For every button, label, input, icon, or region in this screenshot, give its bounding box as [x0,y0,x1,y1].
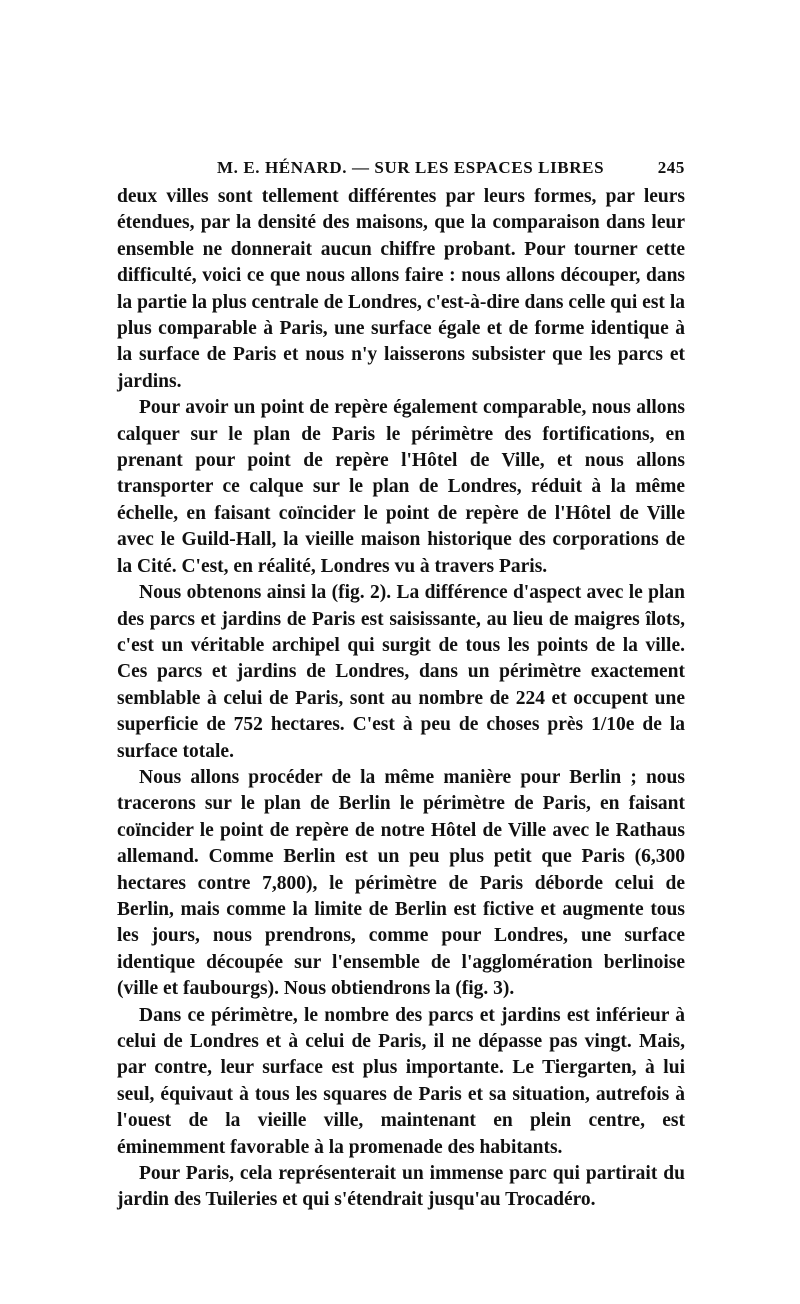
paragraph-paris-park: Pour Paris, cela représenterait un immense parc qui partirait du jardin des Tuileries et qui s'étendrait jusqu'au Trocadéro. [117,1163,685,1211]
paragraph-berlin-method: Nous allons procéder de la même manière pour Berlin ; nous tracerons sur le plan de Berlin le périmètre de Paris, en faisant coïncider le point de repère de notre Hôtel de Ville avec le Rathaus allemand. Comme Berlin est un peu plus petit que Paris (6,300 hectares contre 7,800), le périmètre de Paris déborde celui de Berlin, mais comme la limite de Berlin est fictive et augmente tous les jours, nous prendrons, comme pour Londres, une surface identique découpée sur l'ensemble de l'agglomération berlinoise (ville et faubourgs). Nous obtiendrons la (fig. 3). [117,766,685,1000]
paragraph-reference-point: Pour avoir un point de repère également comparable, nous allons calquer sur le plan de Paris le périmètre des fortifications, en prenant pour point de repère l'Hôtel de Ville, et nous allons transporter ce calque sur le plan de Londres, réduit à la même échelle, en faisant coïncider le point de repère de l'Hôtel de Ville avec le Guild-Hall, la vieille maison historique des corporations de la Cité. C'est, en réalité, Londres vu à travers Paris. [117,397,685,577]
running-title: M. E. HÉNARD. — SUR LES ESPACES LIBRES [217,158,605,177]
page-number: 245 [657,158,685,177]
body-text [117,184,685,1214]
running-head [117,158,685,184]
paragraph-berlin-perimeter: Dans ce périmètre, le nombre des parcs et jardins est inférieur à celui de Londres et à celui de Paris, il ne dépasse pas vingt. Mais, par contre, leur surface est plus importante. Le Tiergarten, à lui seul, équivaut à tous les squares de Paris et sa situation, autrefois à l'ouest de la vieille ville, maintenant en plein centre, est éminemment favorable à la promenade des habitants. [117,1004,685,1158]
book-page [117,158,685,1214]
paragraph-london-figure: Nous obtenons ainsi la (fig. 2). La différence d'aspect avec le plan des parcs et jardins de Paris est saisissante, au lieu de maigres îlots, c'est un véritable archipel qui surgit de tous les points de la ville. Ces parcs et jardins de Londres, dans un périmètre exactement semblable à celui de Paris, sont au nombre de 224 et occupent une superficie de 752 hectares. C'est à peu de choses près 1/10e de la surface totale. [117,582,685,762]
paragraph-continuation: deux villes sont tellement différentes par leurs formes, par leurs étendues, par la densité des maisons, que la comparaison dans leur ensemble ne donnerait aucun chiffre probant. Pour tourner cette difficulté, voici ce que nous allons faire : nous allons découper, dans la partie la plus centrale de Londres, c'est-à-dire dans celle qui est la plus comparable à Paris, une surface égale et de forme identique à la surface de Paris et nous n'y laisserons subsister que les parcs et jardins. [117,186,685,392]
